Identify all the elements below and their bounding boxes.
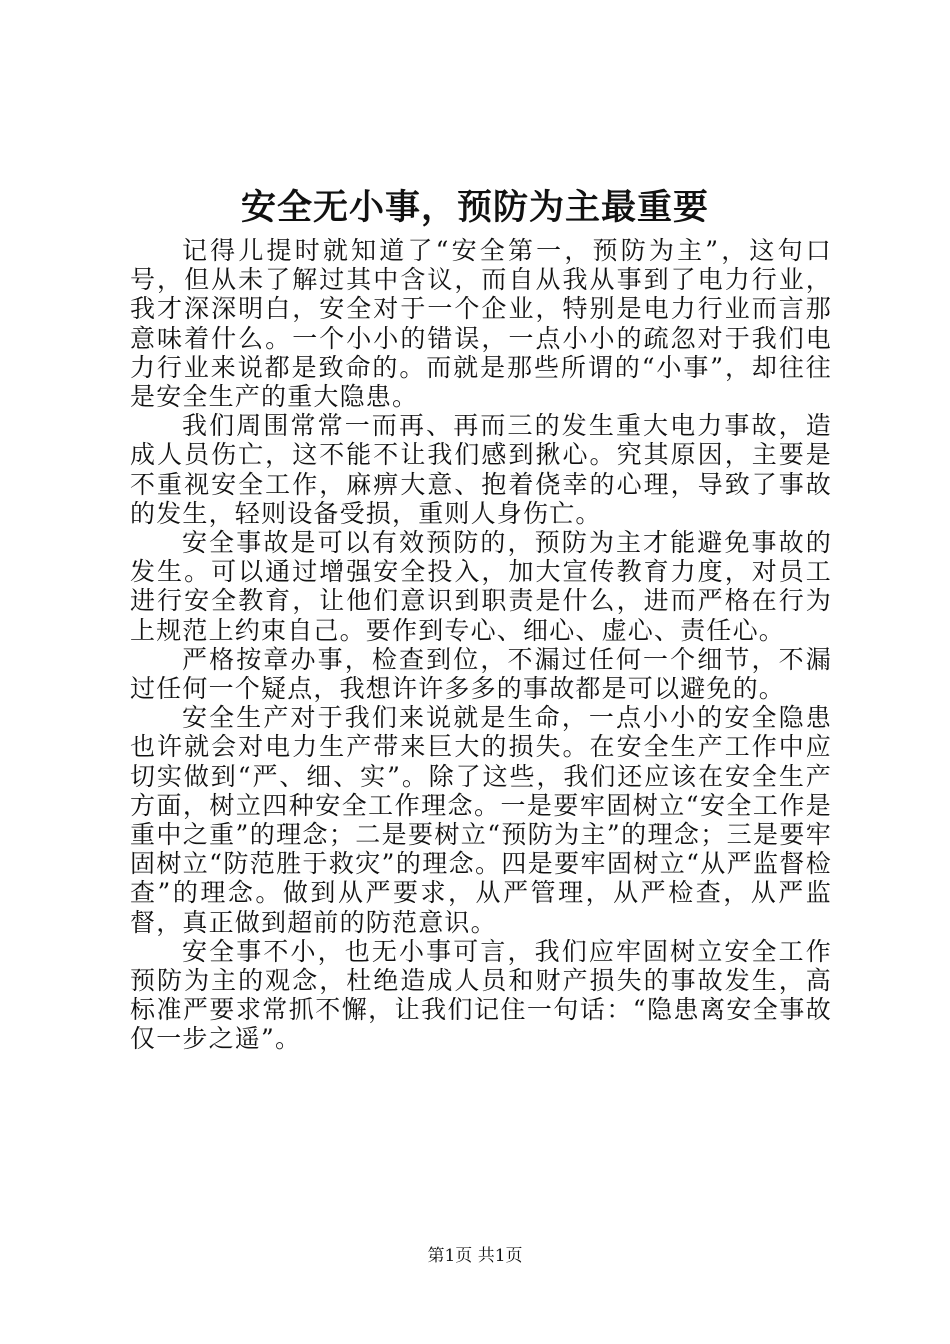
page-footer: 第1页 共1页 <box>427 1246 523 1266</box>
paragraph-3: 安全事故是可以有效预防的，预防为主才能避免事故的发生。可以通过增强安全投入，加大宣传教育力度，对员工进行安全教育，让他们意识到职责是什么，进而严格在行为上规范上约束自己。要作到专心、细心、虚心、责任心。 <box>130 528 832 645</box>
paragraph-6: 安全事不小，也无小事可言，我们应牢固树立安全工作预防为主的观念，杜绝造成人员和财产损失的事故发生，高标准严要求常抓不懈，让我们记住一句话：“隐患离安全事故仅一步之遥”。 <box>130 936 832 1054</box>
document-body <box>130 236 832 1054</box>
paragraph-2: 我们周围常常一而再、再而三的发生重大电力事故，造成人员伤亡，这不能不让我们感到揪心。究其原因，主要是不重视安全工作，麻痹大意、抱着侥幸的心理，导致了事故的发生，轻则设备受损，重则人身伤亡。 <box>130 411 832 528</box>
paragraph-5: 安全生产对于我们来说就是生命，一点小小的安全隐患也许就会对电力生产带来巨大的损失。在安全生产工作中应切实做到“严、细、实”。除了这些，我们还应该在安全生产方面，树立四种安全工作理念。一是要牢固树立“安全工作是重中之重”的理念；二是要树立“预防为主”的理念；三是要牢固树立“防范胜于救灾”的理念。四是要牢固树立“从严监督检查”的理念。做到从严要求，从严管理，从严检查，从严监督，真正做到超前的防范意识。 <box>130 703 832 937</box>
paragraph-1: 记得儿提时就知道了“安全第一，预防为主”，这句口号，但从未了解过其中含议，而自从我从事到了电力行业，我才深深明白，安全对于一个企业，特别是电力行业而言那意味着什么。一个小小的错误，一点小小的疏忽对于我们电力行业来说都是致命的。而就是那些所谓的“小事”，却往往是安全生产的重大隐患。 <box>130 236 832 412</box>
document-title: 安全无小事，预防为主最重要 <box>240 187 709 228</box>
paragraph-4: 严格按章办事，检查到位，不漏过任何一个细节，不漏过任何一个疑点，我想许许多多的事故都是可以避免的。 <box>130 644 832 704</box>
